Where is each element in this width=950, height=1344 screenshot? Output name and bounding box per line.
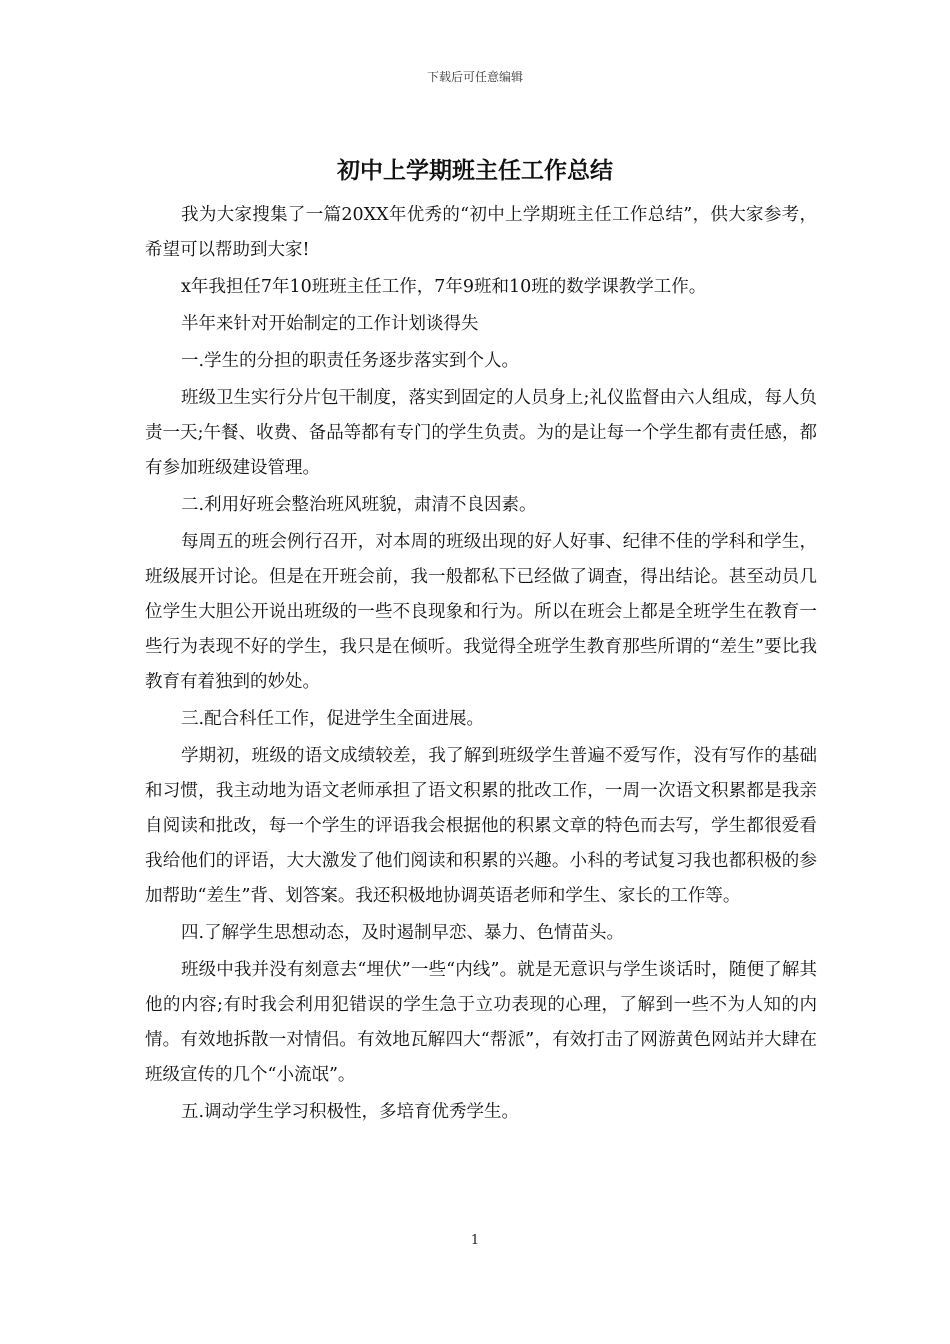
paragraph-overview: 半年来针对开始制定的工作计划谈得失	[181, 314, 479, 334]
paragraph-section-3: 学期初，班级的语文成绩较差，我了解到班级学生普遍不爱写作，没有写作的基础和习惯，我主动地为语文老师承担了语文积累的批改工作，一周一次语文积累都是我亲自阅读和批改，每一个学生的评语我会根据他的积累文章的特色而去写，学生都很爱看我给他们的评语，大大激发了他们阅读和积累的兴趣。小科的考试复习我也都积极的参加帮助“差生”背、划答案。我还积极地协调英语老师和学生、家长的工作等。	[145, 746, 817, 906]
section-heading-3: 三.配合科任工作，促进学生全面进展。	[181, 709, 485, 729]
paragraph-assignment: x年我担任7年10班班主任工作，7年9班和10班的数学课教学工作。	[181, 277, 707, 297]
paragraph-section-2: 每周五的班会例行召开，对本周的班级出现的好人好事、纪律不佳的学科和学生，班级展开讨论。但是在开班会前，我一般都私下已经做了调查，得出结论。甚至动员几位学生大胆公开说出班级的一些不良现象和行为。所以在班会上都是全班学生在教育一些行为表现不好的学生，我只是在倾听。我觉得全班学生教育那些所谓的“差生”要比我教育有着独到的妙处。	[145, 532, 817, 692]
header-note: 下载后可任意编辑	[426, 70, 523, 84]
section-heading-4: 四.了解学生思想动态，及时遏制早恋、暴力、色情苗头。	[181, 923, 625, 943]
page-number: 1	[470, 1233, 480, 1248]
document-title: 初中上学期班主任工作总结	[337, 157, 613, 184]
paragraph-intro: 我为大家搜集了一篇20XX年优秀的“初中上学期班主任工作总结”，供大家参考，希望可以帮助到大家!	[145, 205, 817, 260]
section-heading-1: 一.学生的分担的职责任务逐步落实到个人。	[181, 351, 520, 371]
document-body	[145, 198, 817, 1132]
paragraph-section-4: 班级中我并没有刻意去“埋伏”一些“内线”。就是无意识与学生谈话时，随便了解其他的内容;有时我会利用犯错误的学生急于立功表现的心理，了解到一些不为人知的内情。有效地拆散一对情侣。有效地瓦解四大“帮派”，有效打击了网游黄色网站并大肆在班级宣传的几个“小流氓”。	[145, 960, 817, 1085]
paragraph-section-1: 班级卫生实行分片包干制度，落实到固定的人员身上;礼仪监督由六人组成，每人负责一天;午餐、收费、备品等都有专门的学生负责。为的是让每一个学生都有责任感，都有参加班级建设管理。	[145, 388, 817, 478]
section-heading-5: 五.调动学生学习积极性，多培育优秀学生。	[181, 1102, 520, 1122]
section-heading-2: 二.利用好班会整治班风班貌，肃清不良因素。	[181, 495, 537, 515]
